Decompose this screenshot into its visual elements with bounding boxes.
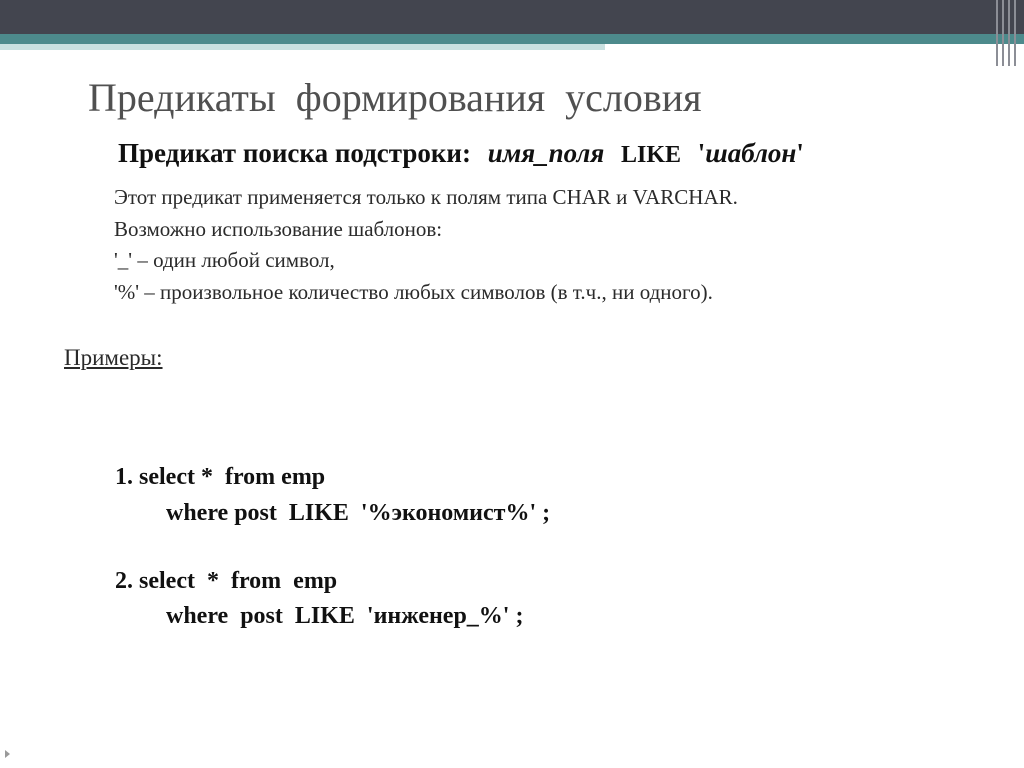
example-2-line-1: 2. select * from emp <box>115 568 338 594</box>
subtitle-field: имя_поля <box>487 138 605 168</box>
description-line: Этот предикат применяется только к полям типа CHAR и VARCHAR. <box>114 185 738 209</box>
header-band-light <box>0 44 605 50</box>
subtitle-pattern: шаблон <box>705 138 797 168</box>
header-stripes-decoration <box>990 0 1024 66</box>
examples-heading: Примеры: <box>64 345 163 370</box>
slide-title <box>88 74 702 121</box>
header-band-teal <box>0 34 1024 44</box>
title-word-3: условия <box>565 75 702 120</box>
example-2-line-2: where post LIKE 'инженер_%' ; <box>166 603 524 629</box>
subtitle <box>118 138 804 169</box>
description-line: Возможно использование шаблонов: <box>114 216 443 241</box>
title-word-1: Предикаты <box>88 75 276 120</box>
example-1-line-1: 1. select * from emp <box>115 464 326 490</box>
subtitle-lead: Предикат поиска подстроки: <box>118 138 471 168</box>
slide-nav-arrow-icon[interactable] <box>5 750 10 758</box>
description-block <box>114 182 738 308</box>
example-1-line-2: where post LIKE '%экономист%' ; <box>166 500 551 526</box>
subtitle-keyword: LIKE <box>620 142 682 168</box>
description-line: '%' – произвольное количество любых символов (в т.ч., ни одного). <box>114 279 713 304</box>
subtitle-quote-close: ' <box>796 138 804 168</box>
header-band-dark <box>0 0 1024 34</box>
description-line: '_' – один любой символ, <box>114 248 335 272</box>
subtitle-quote-open: ' <box>697 138 706 168</box>
title-word-2: формирования <box>295 75 546 120</box>
